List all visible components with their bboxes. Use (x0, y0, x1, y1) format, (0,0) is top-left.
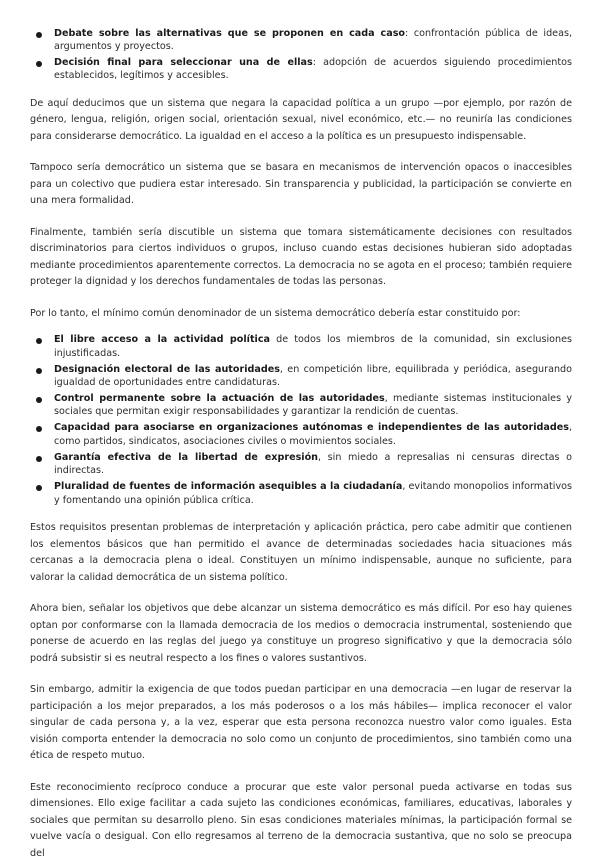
list-item-text: , evitando monopolios informativos y fomentando una opinión pública crítica. (54, 481, 572, 506)
list-item (30, 333, 572, 360)
paragraph: Sin embargo, admitir la exigencia de que todos puedan participar en una democracia —en lugar de reservar la participación a los mejor preparados, a los más poderosos o a los más hábiles— implica reconocer el valor singular de cada persona y, a la vez, esperar que esta persona reconozca nuestro valor como iguales. Esta visión comporta entender la democracia no solo como un conjunto de procedimientos, sino también como una ética de respeto mutuo. (30, 684, 572, 762)
paragraph: Tampoco sería democrático un sistema que se basara en mecanismos de intervención opacos o inaccesibles para un colectivo que pudiera estar interesado. Sin transparencia y publicidad, la participación se convierte en una mera formalidad. (30, 162, 572, 207)
paragraph: Estos requisitos presentan problemas de interpretación y aplicación práctica, pero cabe admitir que contienen los elementos básicos que han permitido el avance de determinadas sociedades hacia situaciones más cercanas a la democracia plena o ideal. Constituyen un mínimo indispensable, aunque no suficiente, para valorar la calidad democrática de un sistema político. (30, 522, 572, 583)
list-item (30, 56, 572, 83)
bullet-icon (36, 32, 42, 38)
list-item-text: de todos los miembros de la comunidad, sin exclusiones injustificadas. (54, 334, 572, 359)
list-item-text: , como partidos, sindicatos, asociaciones civiles o movimientos sociales. (54, 422, 572, 447)
list-item-text: : adopción de acuerdos siguiendo procedimientos establecidos, legítimos y accesibles. (54, 56, 572, 82)
list-item-bold: Garantía efectiva de la libertad de expresión (54, 451, 318, 463)
paragraph: Por lo tanto, el mínimo común denominador de un sistema democrático debería estar constituido por: (30, 307, 521, 319)
list-item (30, 480, 572, 507)
bullet-icon (36, 485, 42, 491)
bullet-icon (36, 61, 42, 67)
list-item (30, 421, 572, 448)
list-item (30, 363, 572, 390)
list-item-bold: El libre acceso a la actividad política (54, 334, 270, 346)
paragraph: Finalmente, también sería discutible un sistema que tomara sistemáticamente decisiones con resultados discriminatorios para ciertos individuos o grupos, incluso cuando estas decisiones hubieran sido adoptadas mediante procedimientos aparentemente correctos. La democracia no se agota en el proceso; también requiere proteger la dignidad y los derechos fundamentales de todas las personas. (30, 226, 572, 288)
document-body (30, 27, 572, 862)
list-item-text: , en competición libre, equilibrada y periódica, asegurando igualdad de oportunidades entre candidaturas. (54, 363, 572, 389)
paragraph: Este reconocimiento recíproco conduce a procurar que este valor personal pueda activarse en todas sus dimensiones. Ello exige facilitar a cada sujeto las condiciones económicas, familiares, educativas, laborales y sociales que permitan su desarrollo pleno. Sin esas condiciones materiales mínimas, la participación formal se vuelve vacía o desigual. Con ello regresamos al terreno de la democracia sustantiva, que no solo se preocupa del (30, 781, 572, 859)
bullet-icon (36, 426, 42, 432)
list-item-bold: Debate sobre las alternativas que se proponen en cada caso (54, 28, 406, 39)
list-item-bold: Capacidad para asociarse en organizaciones autónomas e independientes de las autoridades (54, 422, 569, 434)
bullet-icon (36, 397, 42, 403)
list-item (30, 392, 572, 419)
list-item (30, 27, 572, 54)
list-item-text: , sin miedo a represalias ni censuras directas o indirectas. (54, 451, 573, 477)
list-item-bold: Decisión final para seleccionar una de ellas (54, 56, 313, 68)
bullet-icon (36, 368, 42, 374)
list-item-bold: Control permanente sobre la actuación de las autoridades (54, 392, 385, 404)
list-item-text: : confrontación pública de ideas, argumentos y proyectos. (54, 28, 572, 53)
requirements-list (30, 333, 572, 507)
list-item-bold: Pluralidad de fuentes de información asequibles a la ciudadanía (54, 481, 403, 492)
bullet-icon (36, 456, 42, 462)
paragraph: De aquí deducimos que un sistema que negara la capacidad política a un grupo —por ejemplo, por razón de género, lengua, religión, origen social, orientación sexual, nivel económico, etc.— no reuniría las condiciones para considerarse democrático. La igualdad en el acceso a la política es un presupuesto indispensable. (30, 97, 572, 142)
list-item (30, 451, 572, 478)
bullet-icon (36, 338, 42, 344)
list-item-text: , mediante sistemas institucionales y sociales que permitan exigir responsabilidades y garantizar la rendición de cuentas. (54, 392, 572, 418)
stages-list (30, 27, 572, 83)
list-item-bold: Designación electoral de las autoridades (54, 363, 280, 375)
paragraph: Ahora bien, señalar los objetivos que debe alcanzar un sistema democrático es más difícil. Por eso hay quienes optan por conformarse con la llamada democracia de los medios o democracia instrumental, sosteniendo que ponerse de acuerdo en las reglas del juego ya constituye un progreso significativo y que la democracia sólo podrá subsistir si es neutral respecto a los fines o valores sustantivos. (30, 603, 572, 664)
